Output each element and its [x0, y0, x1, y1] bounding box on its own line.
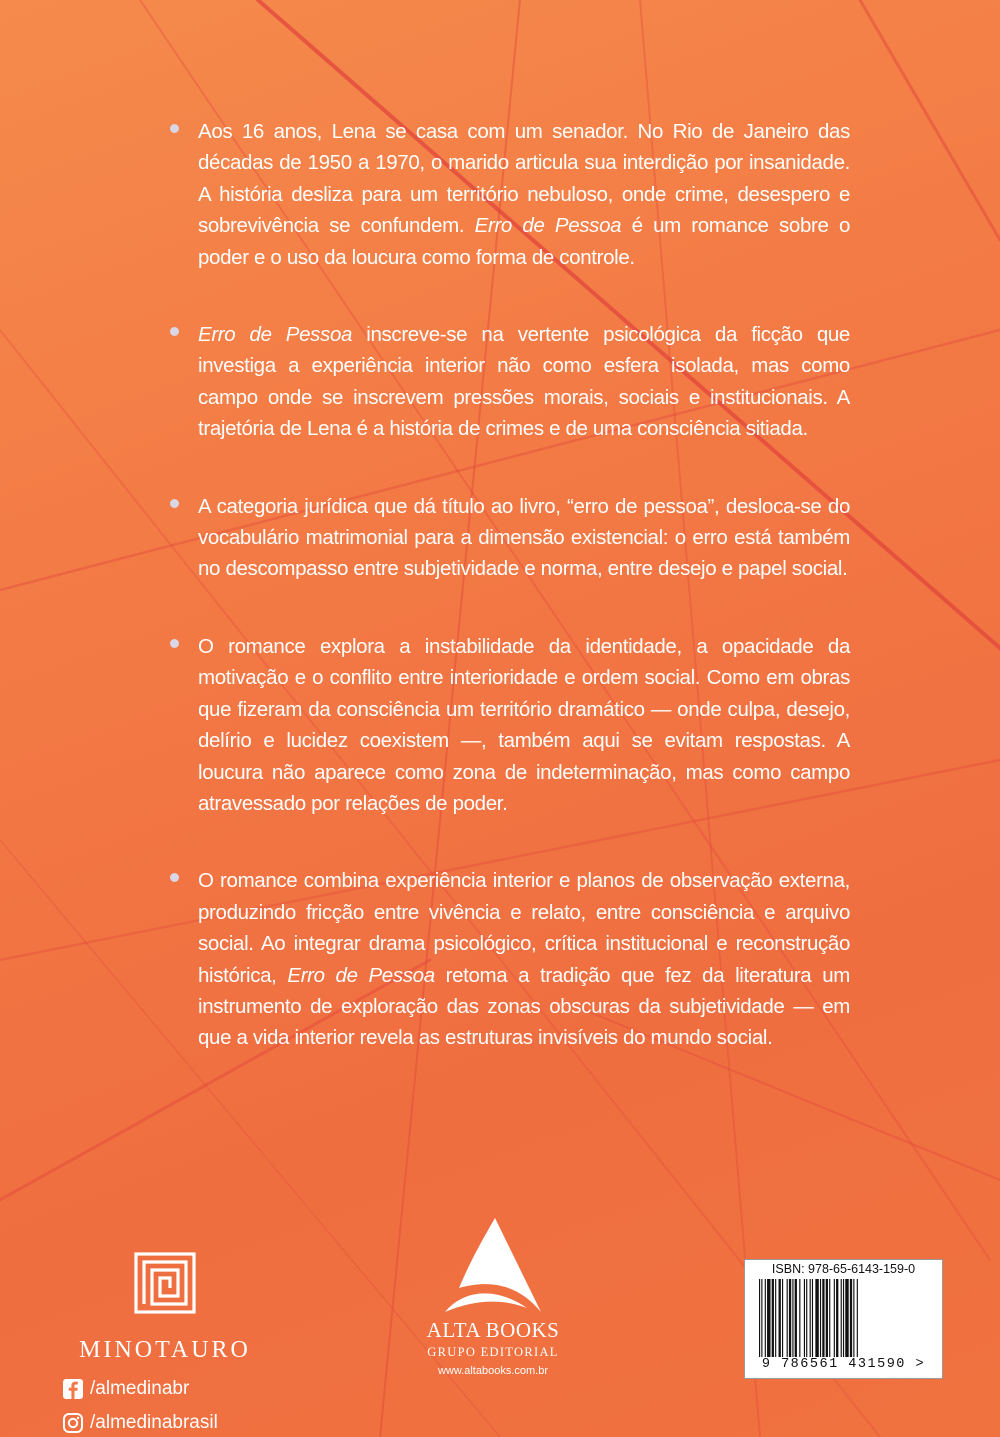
barcode-bar — [759, 1279, 760, 1357]
labyrinth-logo-icon — [134, 1252, 196, 1314]
synopsis-paragraph-5: O romance combina experiência interior e planos de observação externa, produzindo fricção entre vivência e relato, entre consciência e arquivo social. Ao integrar drama psicológico, crítica institucional e reconstrução histórica, Erro de Pessoa retoma a tradição que fez da literatura um instrumento de exploração das zonas obscuras da subjetividade — em que a vida interior revela as estruturas invisíveis do mundo social. — [168, 865, 850, 1053]
alta-books-name: ALTA BOOKS — [426, 1318, 560, 1342]
facebook-handle: /almedinabr — [90, 1378, 190, 1399]
barcode-bar — [779, 1279, 781, 1357]
barcode-bar — [853, 1279, 854, 1357]
facebook-icon — [62, 1378, 84, 1400]
bullet-icon — [170, 873, 179, 882]
barcode-bar — [843, 1279, 844, 1357]
barcode-bar — [836, 1279, 838, 1357]
barcode-bar — [826, 1279, 828, 1357]
barcode-bar — [815, 1279, 818, 1357]
barcode-bar — [782, 1279, 783, 1357]
isbn-barcode — [744, 1259, 943, 1379]
barcode-bar — [829, 1279, 830, 1357]
barcode-bar — [772, 1279, 774, 1357]
barcode-bars — [759, 1279, 929, 1357]
alta-books-url[interactable]: www.altabooks.com.br — [437, 1365, 549, 1377]
barcode-bar — [761, 1279, 762, 1357]
barcode-bar — [765, 1279, 766, 1357]
facebook-link[interactable] — [62, 1376, 189, 1402]
bullet-icon — [170, 124, 179, 133]
instagram-handle: /almedinabrasil — [90, 1412, 218, 1433]
bullet-icon — [170, 327, 179, 336]
barcode-bar — [834, 1279, 835, 1357]
barcode-bar — [845, 1279, 848, 1357]
triangle-swoosh-logo-icon — [443, 1216, 543, 1316]
synopsis-paragraph-1: Aos 16 anos, Lena se casa com um senador. No Rio de Janeiro das décadas de 1950 a 1970, o marido articula sua interdição por insanidade. A história desliza para um território nebuloso, onde crime, desespero e sobrevivência se confundem. Erro de Pessoa é um romance sobre o poder e o uso da loucura como forma de controle. — [168, 116, 850, 273]
minotauro-name: MINOTAURO — [79, 1337, 251, 1363]
barcode-bar — [792, 1279, 793, 1357]
barcode-bar — [812, 1279, 813, 1357]
instagram-link[interactable] — [62, 1410, 218, 1436]
isbn-label: ISBN: 978-65-6143-159-0 — [771, 1262, 916, 1276]
alta-books-subtitle: GRUPO EDITORIAL — [427, 1345, 559, 1359]
barcode-bar — [822, 1279, 824, 1357]
bullet-icon — [170, 499, 179, 508]
barcode-bar — [767, 1279, 770, 1357]
barcode-bar — [841, 1279, 842, 1357]
barcode-bar — [787, 1279, 788, 1357]
bullet-icon — [170, 639, 179, 648]
barcode-bar — [810, 1279, 811, 1357]
barcode-digits: 9 786561 431590 > — [761, 1357, 926, 1372]
barcode-bar — [857, 1279, 858, 1357]
synopsis-text — [168, 116, 850, 1100]
barcode-bar — [820, 1279, 821, 1357]
barcode-bar — [795, 1279, 797, 1357]
synopsis-paragraph-2: Erro de Pessoa inscreve-se na vertente psicológica da ficção que investiga a experiência interior não como esfera isolada, mas como campo onde se inscrevem pressões morais, sociais e institucionais. A trajetória de Lena é a história de crimes e de uma consciência sitiada. — [168, 319, 850, 445]
barcode-bar — [775, 1279, 776, 1357]
synopsis-paragraph-3: A categoria jurídica que dá título ao livro, “erro de pessoa”, desloca-se do vocabulário matrimonial para a dimensão existencial: o erro está também no descompasso entre subjetividade e norma, entre desejo e papel social. — [168, 491, 850, 585]
barcode-bar — [799, 1279, 800, 1357]
barcode-bar — [804, 1279, 805, 1357]
barcode-bar — [789, 1279, 791, 1357]
synopsis-paragraph-4: O romance explora a instabilidade da identidade, a opacidade da motivação e o conflito entre interioridade e ordem social. Como em obras que fizeram da consciência um território dramático — onde culpa, desejo, delírio e lucidez coexistem —, também aqui se evitam respostas. A loucura não aparece como zona de indeterminação, mas como campo atravessado por relações de poder. — [168, 631, 850, 819]
barcode-bar — [806, 1279, 807, 1357]
barcode-bar — [850, 1279, 852, 1357]
instagram-icon — [62, 1412, 84, 1434]
